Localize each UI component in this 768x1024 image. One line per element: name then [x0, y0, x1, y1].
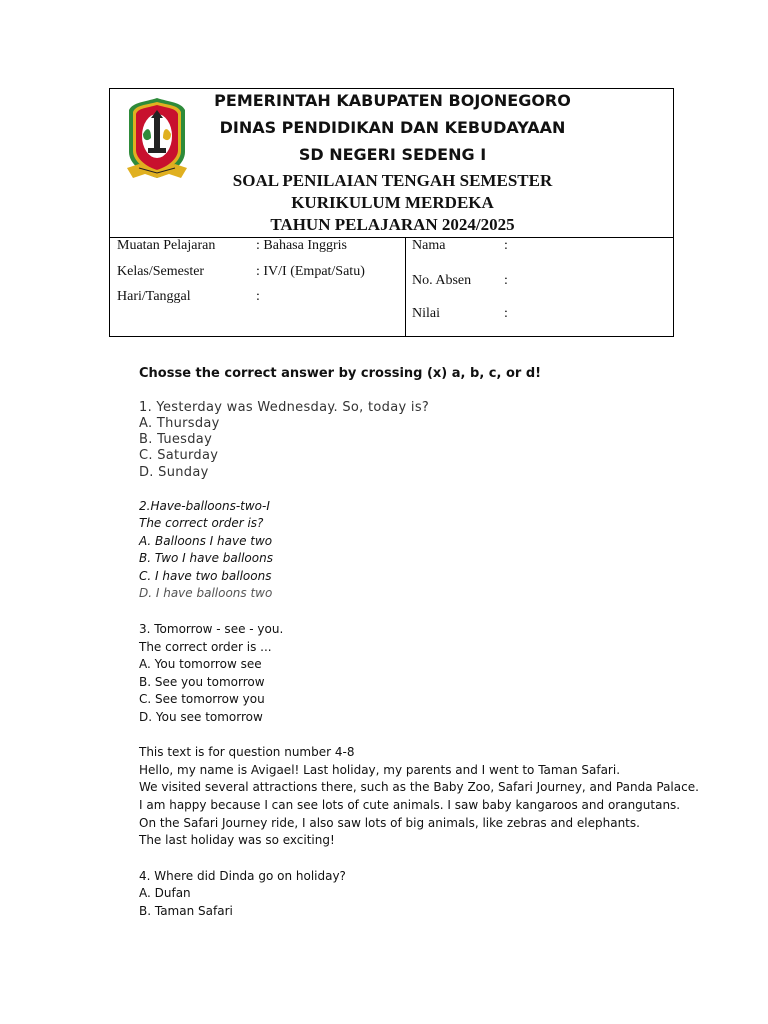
header-department: DINAS PENDIDIKAN DAN KEBUDAYAAN [219, 118, 566, 137]
question-1-option-a: A. Thursday [139, 416, 220, 431]
question-3-option-d: D. You see tomorrow [139, 710, 263, 724]
passage-line-1: Hello, my name is Avigael! Last holiday, my parents and I went to Taman Safari. [139, 763, 621, 777]
question-3-option-b: B. See you tomorrow [139, 675, 265, 689]
passage-line-3: I am happy because I can see lots of cute animals. I saw baby kangaroos and orangutans. [139, 798, 681, 812]
class-semester-value: : IV/I (Empat/Satu) [256, 264, 365, 279]
attendance-number-value: : [504, 273, 508, 288]
name-label: Nama [412, 238, 446, 253]
subject-value: : Bahasa Inggris [256, 238, 347, 253]
subject-label: Muatan Pelajaran [117, 238, 216, 253]
question-1-option-c: C. Saturday [139, 448, 219, 463]
passage-line-2: We visited several attractions there, such as the Baby Zoo, Safari Journey, and Panda Palace. [139, 780, 699, 794]
question-1: 1. Yesterday was Wednesday. So, today is? [139, 400, 430, 415]
header-school: SD NEGERI SEDENG I [298, 145, 487, 164]
question-2-option-b: B. Two I have balloons [139, 551, 273, 565]
question-3-option-c: C. See tomorrow you [139, 692, 265, 706]
header-school-year: TAHUN PELAJARAN 2024/2025 [270, 215, 515, 234]
question-3: 3. Tomorrow - see - you. [139, 622, 284, 636]
class-semester-label: Kelas/Semester [117, 264, 205, 279]
question-2-prompt: The correct order is? [139, 516, 264, 530]
question-2-option-c: C. I have two balloons [139, 569, 272, 583]
header-government: PEMERINTAH KABUPATEN BOJONEGORO [214, 91, 571, 110]
question-1-option-b: B. Tuesday [139, 432, 213, 447]
question-2-option-a: A. Balloons I have two [139, 534, 273, 548]
header-exam-title: SOAL PENILAIAN TENGAH SEMESTER [232, 171, 553, 190]
score-value: : [504, 306, 508, 321]
question-1-option-d: D. Sunday [139, 465, 209, 480]
day-date-label: Hari/Tanggal [117, 289, 191, 304]
header-curriculum: KURIKULUM MERDEKA [291, 193, 494, 212]
question-2-option-d: D. I have balloons two [139, 586, 273, 600]
passage-intro: This text is for question number 4-8 [139, 745, 355, 759]
instruction: Chosse the correct answer by crossing (x) a, b, c, or d! [139, 366, 542, 381]
question-4-option-b: B. Taman Safari [139, 904, 233, 918]
info-divider-vertical [405, 237, 406, 336]
exam-header-box [109, 88, 674, 337]
passage-line-5: The last holiday was so exciting! [139, 833, 335, 847]
passage-line-4: On the Safari Journey ride, I also saw lots of big animals, like zebras and elephants. [139, 816, 640, 830]
name-value: : [504, 238, 508, 253]
day-date-value: : [256, 289, 260, 304]
question-4-option-a: A. Dufan [139, 886, 191, 900]
question-2: 2.Have-balloons-two-I [139, 499, 270, 513]
score-label: Nilai [412, 306, 440, 321]
attendance-number-label: No. Absen [412, 273, 472, 288]
question-3-option-a: A. You tomorrow see [139, 657, 262, 671]
question-3-prompt: The correct order is ... [139, 640, 272, 654]
question-4: 4. Where did Dinda go on holiday? [139, 869, 346, 883]
